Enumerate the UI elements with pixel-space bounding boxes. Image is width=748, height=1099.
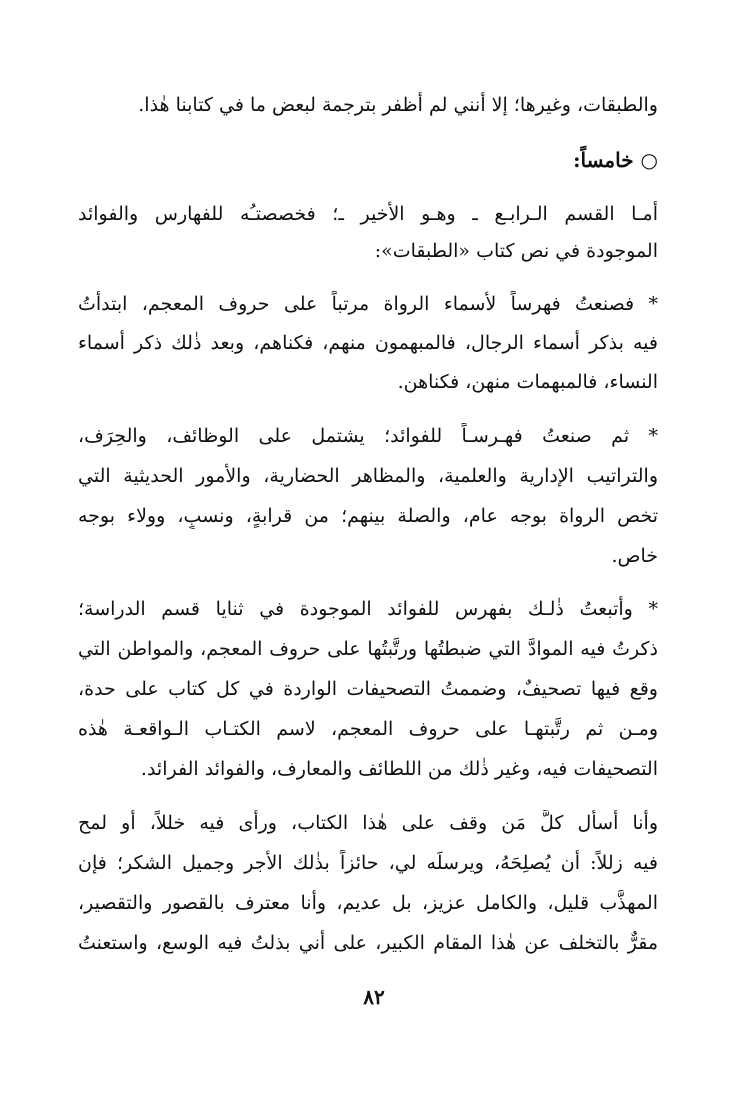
- text-line: المهذَّب قليل، والكامل عزيز، بل عديم، وأنا معترف بالقصور والتقصير،: [78, 892, 658, 914]
- text-line: أمـا القسم الـرابـع ـ وهـو الأخير ـ؛ فخصصتـُه للفهارس والفوائد: [78, 203, 658, 225]
- text-line: وقع فيها تصحيفٌ، وضممتُ التصحيفات الواردة في كل كتاب على حدة،: [78, 678, 658, 700]
- text-line: والتراتيب الإدارية والعلمية، والمظاهر الحضارية، والأمور الحديثية التي: [78, 465, 658, 487]
- text-line: وأنا أسأل كلَّ مَن وقف على هٰذا الكتاب، ورأى فيه خللاً، أو لمح: [78, 812, 658, 834]
- text-line: خاص.: [611, 545, 658, 567]
- text-line: النساء، فالمبهمات منهن، فكناهن.: [397, 371, 658, 393]
- text-line: * ثم صنعتُ فهـرسـاً للفوائد؛ يشتمل على الوظائف، والحِرَف،: [78, 425, 658, 447]
- text-line: ذكرتُ فيه الموادَّ التي ضبطتُها ورتَّبتُها على حروف المعجم، والمواطن التي: [78, 638, 658, 660]
- text-line: التصحيفات فيه، وغير ذٰلك من اللطائف والمعارف، والفوائد الفرائد.: [140, 758, 658, 780]
- text-line: تخص الرواة بوجه عام، والصلة بينهم؛ من قرابةٍ، ونسبٍ، وولاء بوجه: [78, 505, 658, 527]
- text-line: مقرٌّ بالتخلف عن هٰذا المقام الكبير، على أني بذلتُ فيه الوسع، واستعنتُ: [78, 932, 658, 954]
- text-line: فيه بذكر أسماء الرجال، فالمبهمون منهم، فكناهم، وبعد ذٰلك ذكر أسماء: [78, 332, 658, 354]
- text-line: ومـن ثم رتَّبتهـا على حروف المعجم، لاسم الكتـاب الـواقعـة هٰذه: [78, 718, 658, 740]
- intro-line: والطبقات، وغيرها؛ إلا أنني لم أظفر بترجمة لبعض ما في كتابنا هٰذا.: [138, 94, 658, 116]
- text-line: الموجودة في نص كتاب «الطبقات»:: [374, 240, 658, 262]
- page-number: ٨٢: [363, 985, 385, 1009]
- text-line: فيه زللاً: أن يُصلِحَهُ، ويرسلَه لي، حائزاً بذٰلك الأجر وجميل الشكر؛ فإن: [78, 852, 658, 874]
- section-heading-fifth: ○ خامساً:: [573, 148, 658, 172]
- text-line: * فصنعتُ فهرساً لأسماء الرواة مرتباً على حروف المعجم، ابتدأتُ: [78, 293, 658, 315]
- text-line: * وأتبعتُ ذٰلـك بفهرس للفوائد الموجودة في ثنايا قسم الدراسة؛: [78, 598, 658, 620]
